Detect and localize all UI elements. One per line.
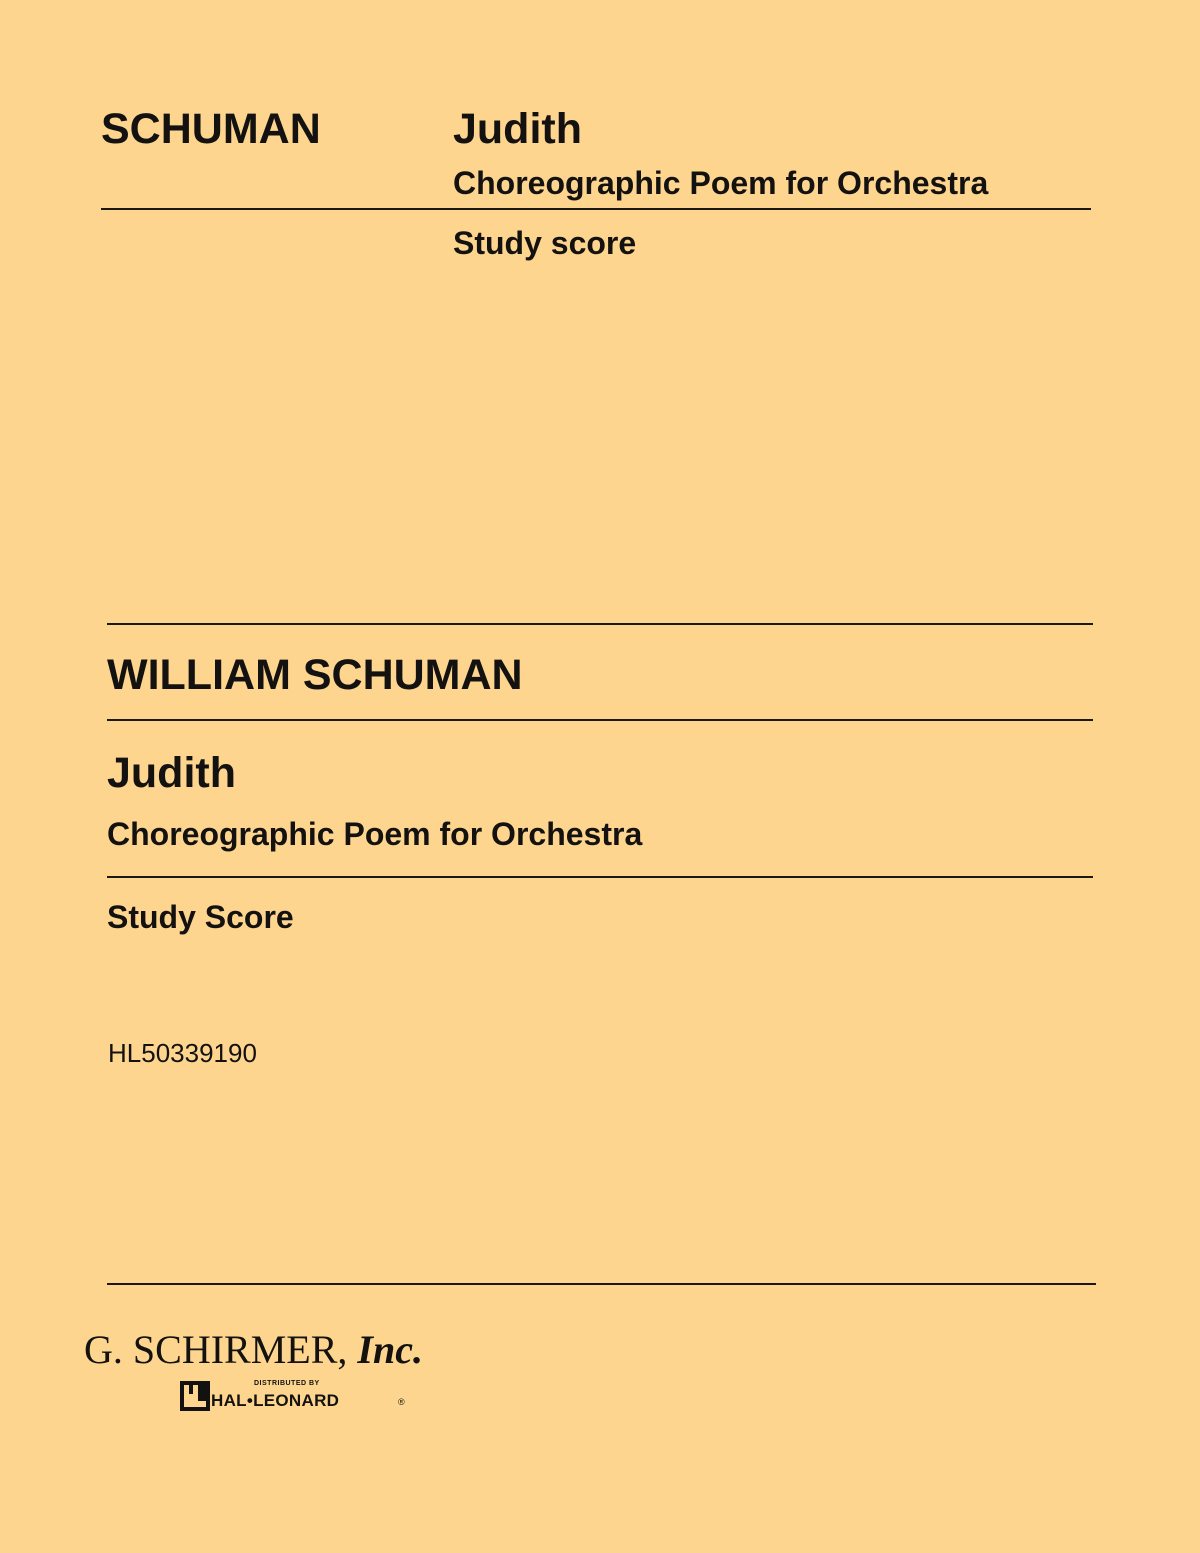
distributor-name: HAL•LEONARD [211,1391,340,1410]
main-edition-label: Study Score [107,899,294,935]
distributed-by-label: DISTRIBUTED BY [254,1380,320,1387]
publisher-name-text: G. SCHIRMER, [84,1327,348,1372]
top-work-title: Judith [453,105,582,153]
top-edition-label: Study score [453,225,637,261]
registered-trademark: ® [398,1397,405,1407]
main-composer-name: WILLIAM SCHUMAN [107,651,523,699]
publisher-suffix: Inc. [357,1327,423,1372]
top-divider [101,208,1091,210]
main-divider-subtitle [107,876,1093,878]
main-divider-top [107,623,1093,625]
catalog-number: HL50339190 [108,1038,257,1068]
top-work-subtitle: Choreographic Poem for Orchestra [453,165,989,201]
publisher-name [84,1326,423,1374]
hal-leonard-logo-icon [180,1381,210,1411]
main-divider-composer [107,719,1093,721]
top-composer-name: SCHUMAN [101,105,321,153]
publisher-divider [107,1283,1096,1285]
main-work-title: Judith [107,749,236,797]
main-work-subtitle: Choreographic Poem for Orchestra [107,816,643,852]
